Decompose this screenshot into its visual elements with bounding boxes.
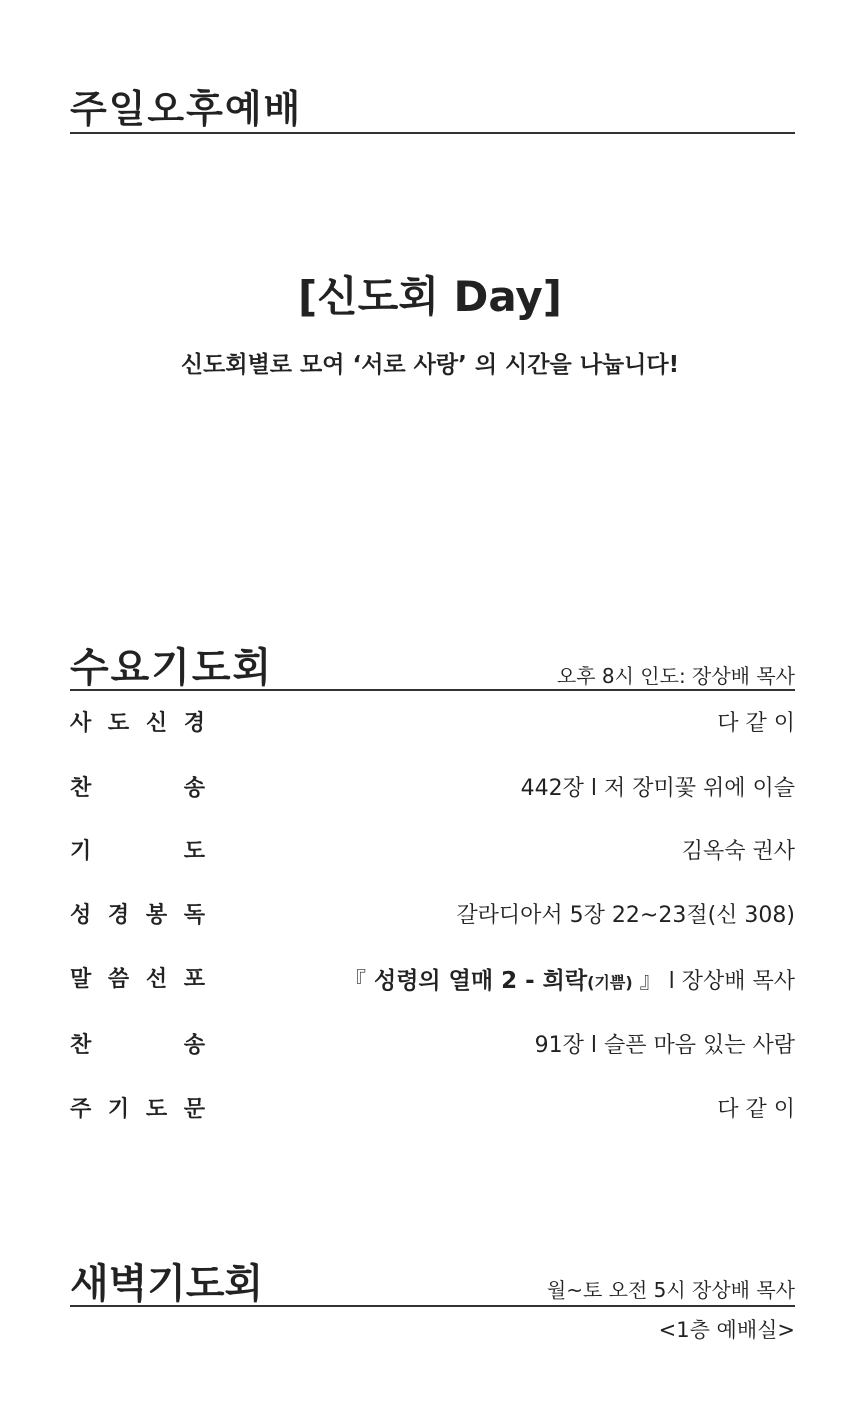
service-item-label: 찬 송 bbox=[70, 1033, 205, 1058]
service-item bbox=[70, 1028, 795, 1062]
service-item bbox=[70, 771, 795, 805]
service-item-label: 사 도 신 경 bbox=[70, 711, 205, 736]
sermon-value bbox=[344, 962, 795, 995]
sunday-divider bbox=[70, 132, 795, 134]
wednesday-meta: 오후 8시 인도: 장상배 목사 bbox=[556, 664, 795, 688]
dawn-location: <1층 예배실> bbox=[658, 1318, 795, 1342]
service-item-label: 기 도 bbox=[70, 839, 205, 864]
wednesday-divider bbox=[70, 689, 795, 691]
sermon-open-bracket: 『 bbox=[343, 969, 366, 994]
service-item-label: 말 씀 선 포 bbox=[70, 967, 205, 992]
event-subtitle: 신도회별로 모여 ‘서로 사랑’ 의 시간을 나눕니다! bbox=[180, 352, 680, 378]
service-item-value: 갈라디아서 5장 22~23절(신 308) bbox=[456, 903, 795, 928]
service-item bbox=[70, 834, 795, 868]
dawn-divider bbox=[70, 1305, 795, 1307]
dawn-section-title: 새벽기도회 bbox=[70, 1261, 264, 1307]
dawn-meta: 월~토 오전 5시 장상배 목사 bbox=[546, 1278, 795, 1302]
service-item bbox=[70, 1092, 795, 1126]
service-item bbox=[70, 898, 795, 932]
service-item-label: 주 기 도 문 bbox=[70, 1097, 205, 1122]
service-item-value: 442장 l 저 장미꽃 위에 이슬 bbox=[520, 776, 795, 801]
service-item-sermon bbox=[70, 962, 795, 996]
sermon-preacher: l 장상배 목사 bbox=[661, 969, 795, 994]
service-item-value: 다 같 이 bbox=[717, 711, 795, 736]
service-item bbox=[70, 706, 795, 740]
event-title: [신도회 Day] bbox=[297, 272, 563, 321]
service-item-value: 다 같 이 bbox=[717, 1097, 795, 1122]
sunday-section-title: 주일오후예배 bbox=[70, 87, 303, 131]
service-item-label: 성 경 봉 독 bbox=[70, 903, 205, 928]
sermon-title: 성령의 열매 2 - 희락 bbox=[365, 968, 588, 994]
sermon-close-bracket: 』 bbox=[632, 969, 662, 994]
service-item-value: 91장 l 슬픈 마음 있는 사람 bbox=[534, 1033, 795, 1058]
service-item-value: 김옥숙 권사 bbox=[681, 839, 795, 864]
sermon-subtitle: (기쁨) bbox=[587, 973, 633, 992]
service-item-label: 찬 송 bbox=[70, 776, 205, 801]
wednesday-section-title: 수요기도회 bbox=[70, 645, 274, 691]
